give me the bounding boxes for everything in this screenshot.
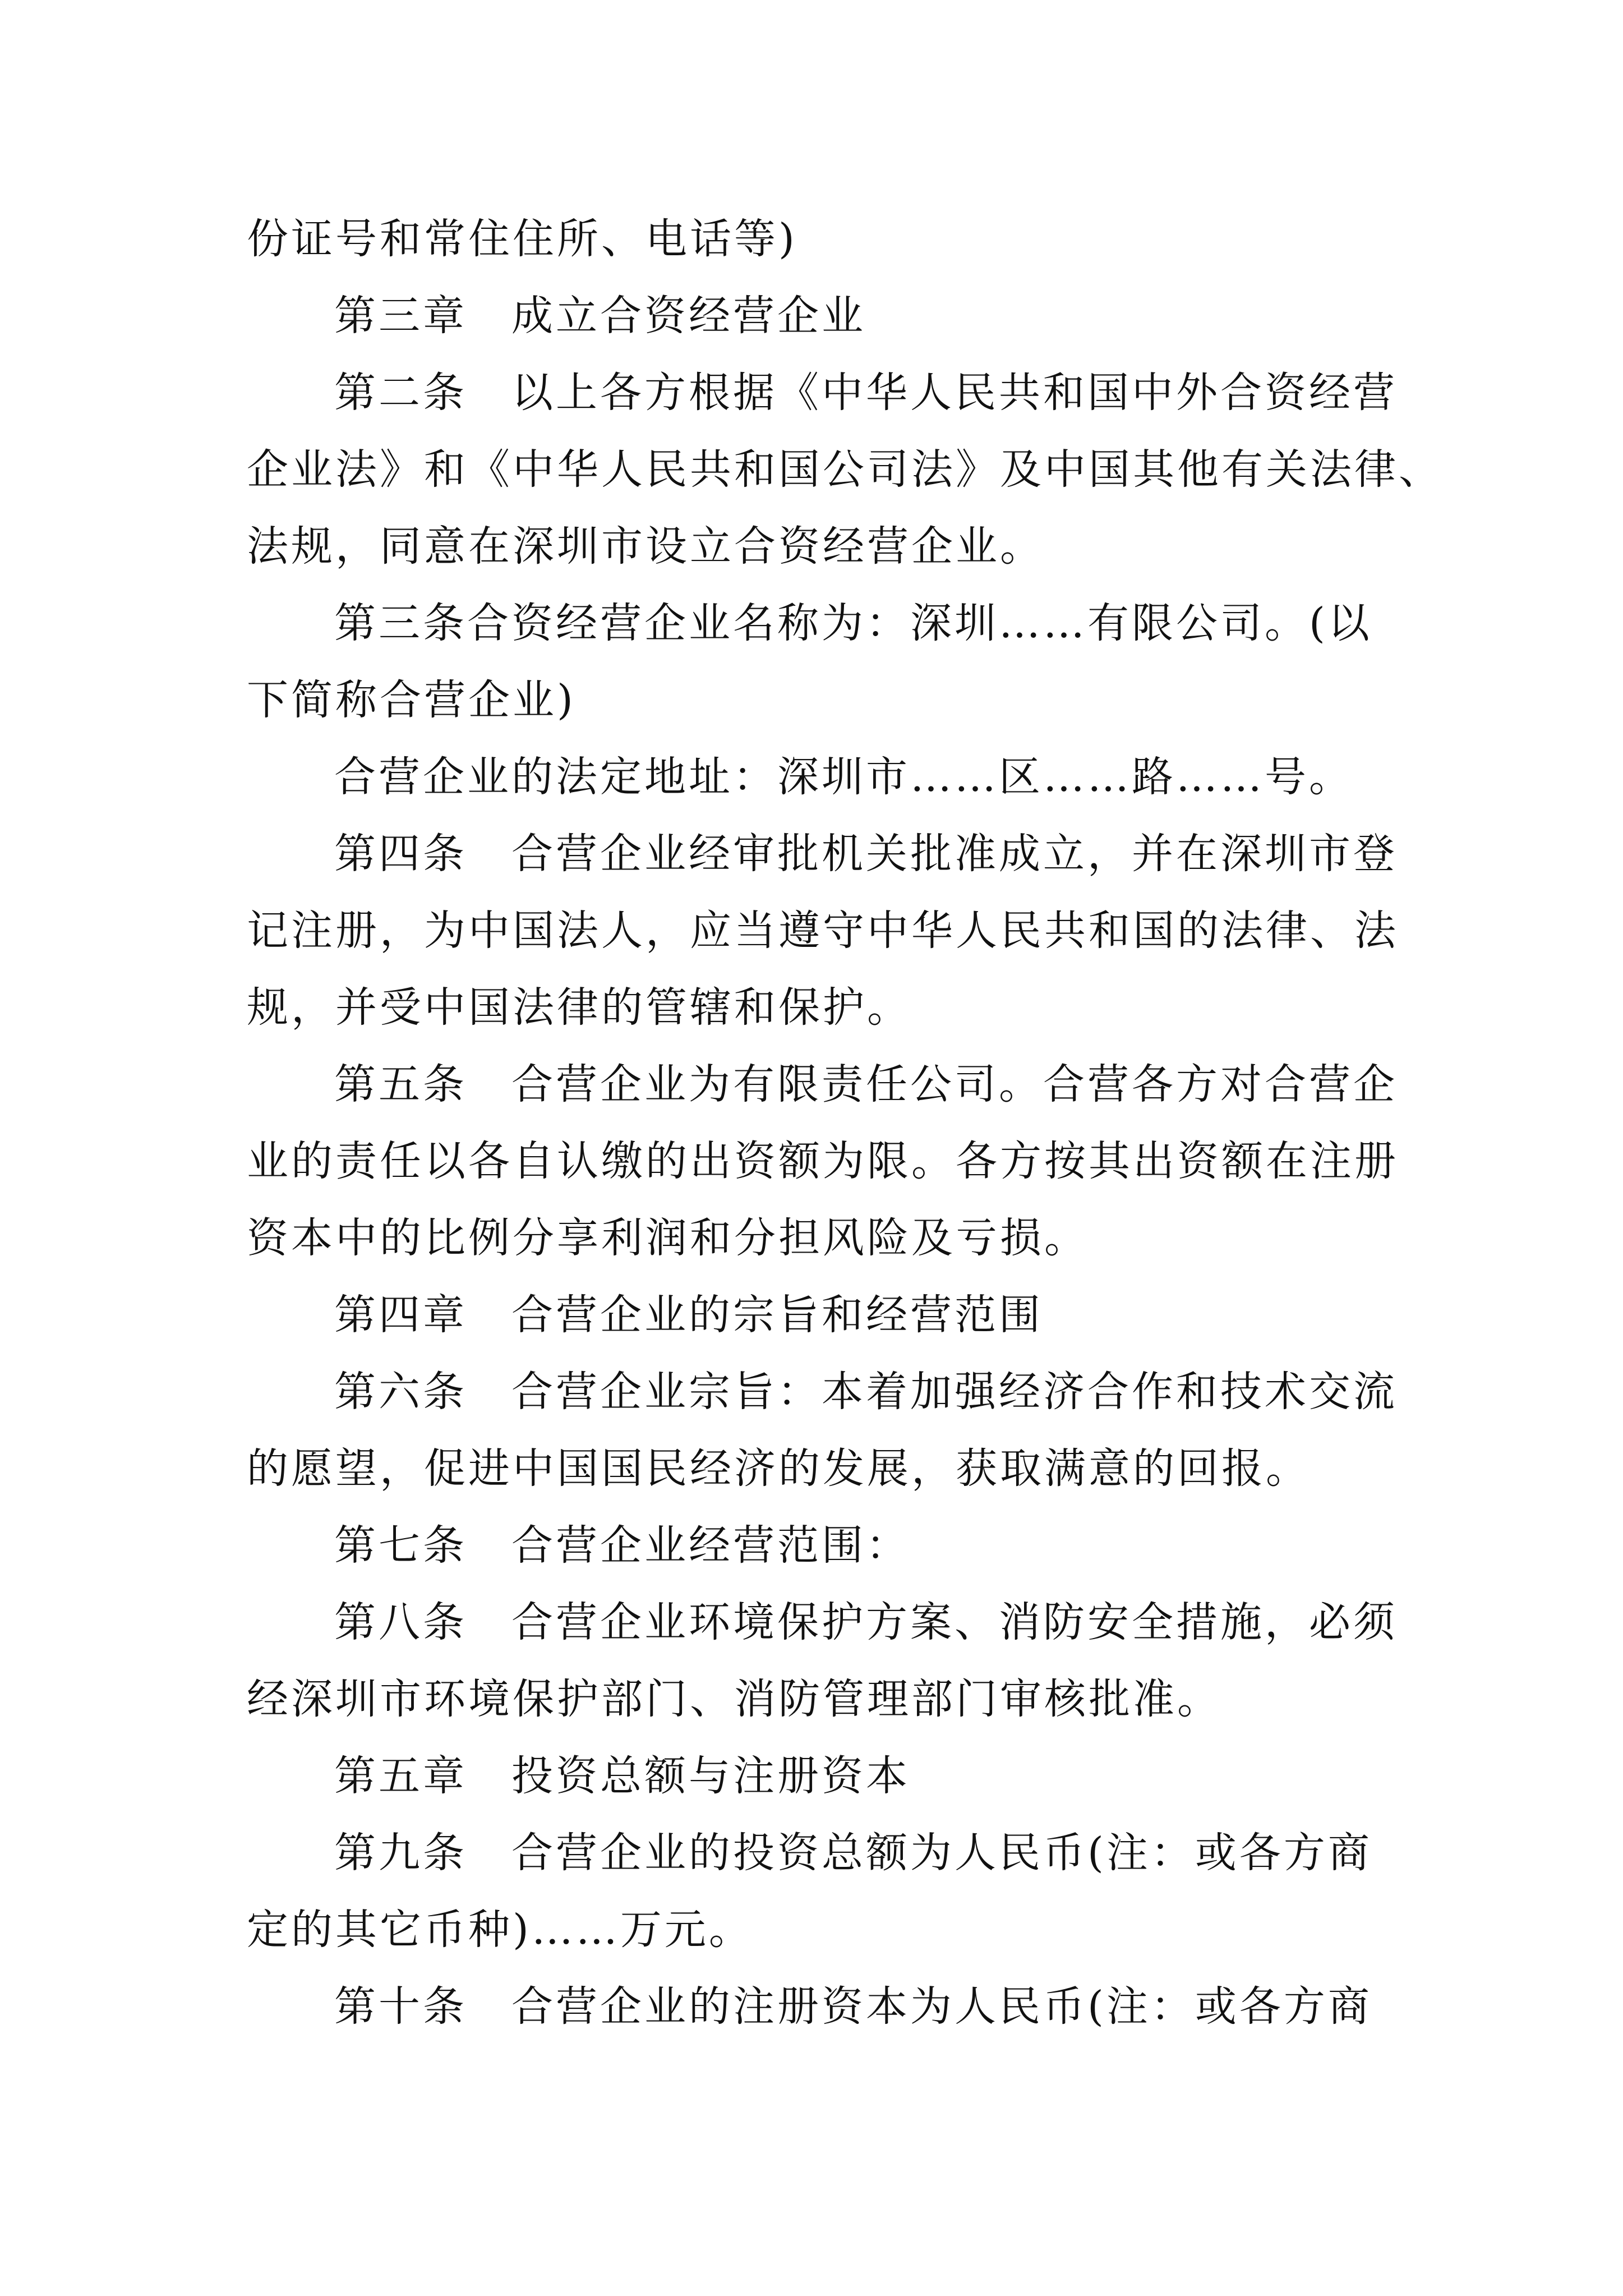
text-line: 下简称合营企业) [247,676,576,724]
text-line: 企业法》和《中华人民共和国公司法》及中国其他有关法律、 [247,445,1443,494]
article-text: 第九条 合营企业的投资总额为人民币(注：或各方商 [334,1829,1372,1877]
text-line: 的愿望，促进中国国民经济的发展，获取满意的回报。 [247,1444,1310,1493]
document-body [247,201,1443,2045]
text-line: 经深圳市环境保护部门、消防管理部门审核批准。 [247,1675,1221,1723]
text-line: 业的责任以各自认缴的出资额为限。各方按其出资额在注册 [247,1137,1399,1185]
article-text: 第八条 合营企业环境保护方案、消防安全措施，必须 [334,1598,1398,1646]
text-line: 规，并受中国法律的管辖和保护。 [247,983,911,1032]
article-text: 第三条合资经营企业名称为：深圳……有限公司。(以 [334,599,1372,647]
text-line: 份证号和常住住所、电话等) [247,215,797,263]
text-line: 资本中的比例分享利润和分担风险及亏损。 [247,1214,1089,1262]
article-text: 第七条 合营企业经营范围： [334,1521,910,1570]
chapter-heading: 第三章 成立合资经营企业 [334,292,866,340]
text-line: 法规，同意在深圳市设立合资经营企业。 [247,522,1044,570]
article-text: 第十条 合营企业的注册资本为人民币(注：或各方商 [334,1982,1372,2031]
article-text: 第四条 合营企业经审批机关批准成立，并在深圳市登 [334,830,1398,878]
chapter-heading: 第四章 合营企业的宗旨和经营范围 [334,1291,1043,1339]
article-text: 第二条 以上各方根据《中华人民共和国中外合资经营 [334,369,1398,417]
chapter-heading: 第五章 投资总额与注册资本 [334,1752,910,1800]
article-text: 第六条 合营企业宗旨：本着加强经济合作和技术交流 [334,1368,1398,1416]
paragraph-text: 合营企业的法定地址：深圳市……区……路……号。 [334,753,1353,801]
text-line: 记注册，为中国法人，应当遵守中华人民共和国的法律、法 [247,907,1399,955]
text-line: 定的其它币种)……万元。 [247,1906,753,1954]
article-text: 第五条 合营企业为有限责任公司。合营各方对合营企 [334,1060,1398,1108]
